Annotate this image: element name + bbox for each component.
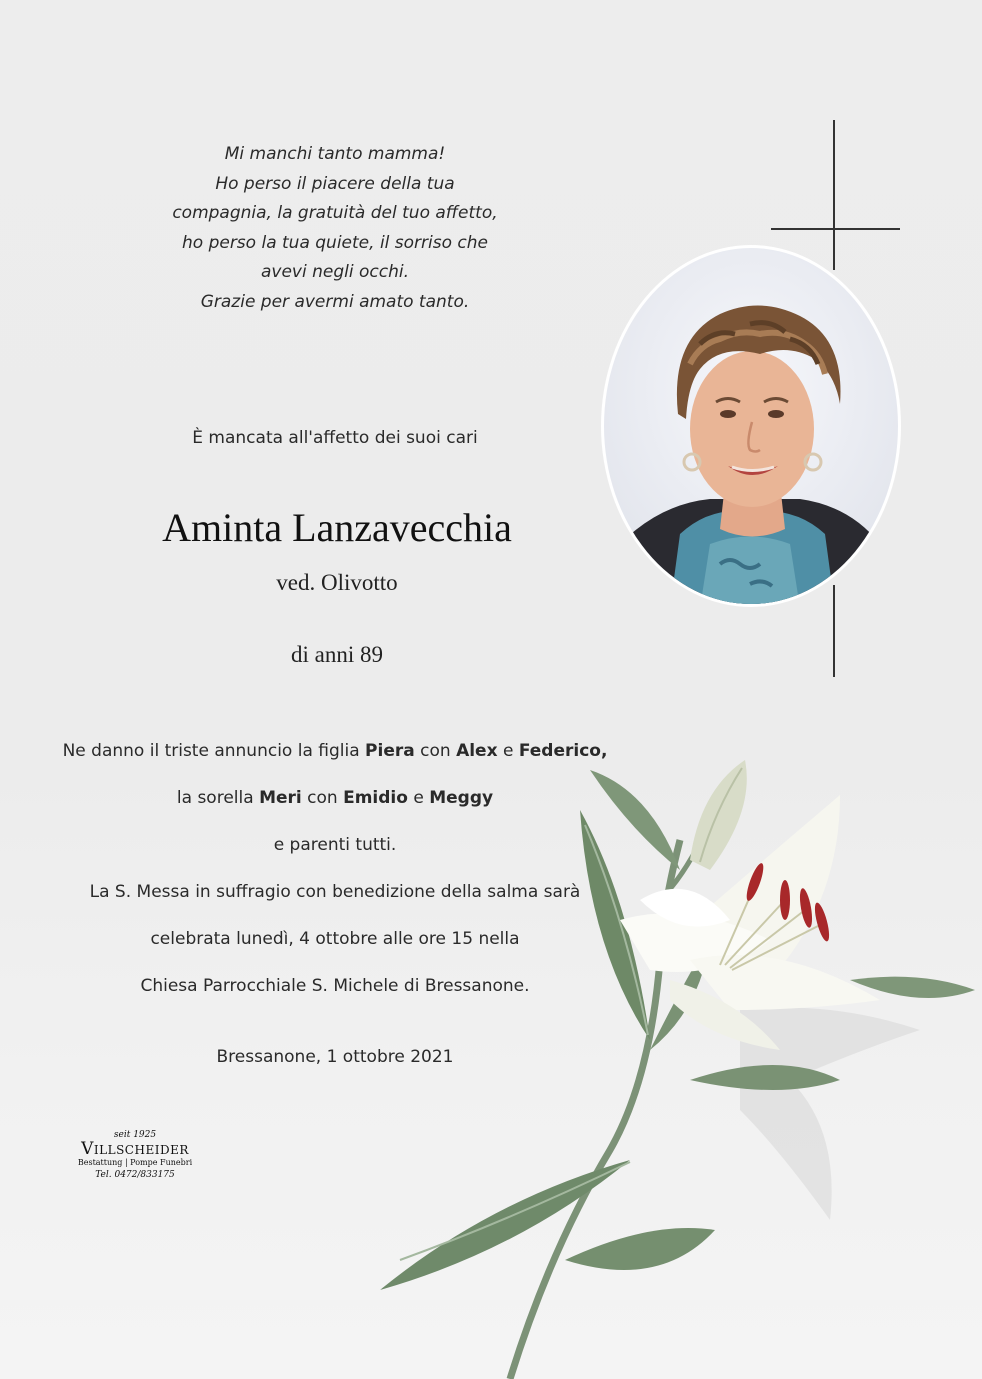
funeral-home-logo xyxy=(60,1130,210,1180)
logo-services: Bestattung | Pompe Funebri xyxy=(77,1158,193,1167)
portrait-photo xyxy=(600,244,902,608)
lily-flower xyxy=(360,750,982,1379)
poem-line: compagnia, la gratuità del tuo affetto, xyxy=(172,203,498,224)
logo-phone: Tel. 0472/833175 xyxy=(95,1170,175,1180)
poem-line: Mi manchi tanto mamma! xyxy=(224,144,446,164)
cross-icon-bar xyxy=(771,228,900,230)
family-line-1: Ne danno il triste annuncio la figlia Piera con Alex e Federico, xyxy=(62,741,608,761)
widow-of: ved. Olivotto xyxy=(276,570,398,595)
mass-line: La S. Messa in suffragio con benedizione della salma sarà xyxy=(89,882,581,902)
poem-line: Ho perso il piacere della tua xyxy=(215,173,455,194)
logo-since: seit 1925 xyxy=(113,1130,157,1140)
deceased-name: Aminta Lanzavecchia xyxy=(162,505,512,550)
poem xyxy=(140,140,530,318)
family-line-2: la sorella Meri con Emidio e Meggy xyxy=(176,788,494,808)
family-line-3: e parenti tutti. xyxy=(273,835,397,855)
poem-line: Grazie per avermi amato tanto. xyxy=(200,291,470,312)
poem-line: avevi negli occhi. xyxy=(261,262,409,283)
logo-name: Villscheider xyxy=(81,1139,189,1159)
age: di anni 89 xyxy=(291,642,383,667)
mass-line: Chiesa Parrocchiale S. Michele di Bressanone. xyxy=(140,976,530,996)
place-date: Bressanone, 1 ottobre 2021 xyxy=(216,1047,454,1067)
mass-line: celebrata lunedì, 4 ottobre alle ore 15 nella xyxy=(150,929,520,949)
poem-line: ho perso la tua quiete, il sorriso che xyxy=(181,232,489,253)
intro-text: È mancata all'affetto dei suoi cari xyxy=(192,428,478,448)
